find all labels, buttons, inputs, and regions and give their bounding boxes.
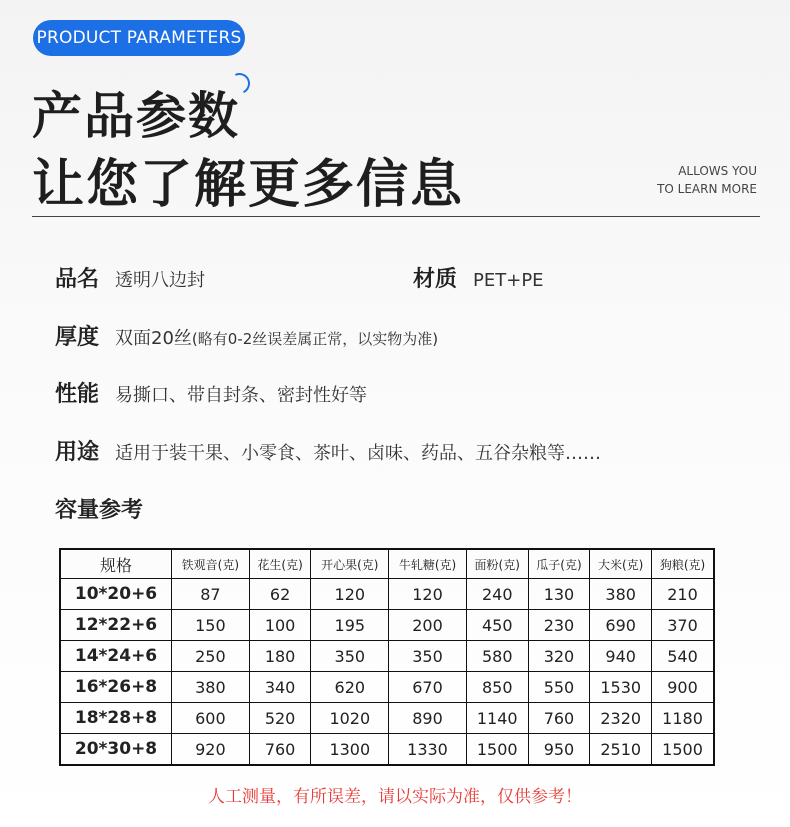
table-header-row	[60, 549, 714, 579]
table-row	[60, 579, 714, 610]
header-cell: 面粉(克)	[466, 549, 528, 579]
spec-thickness-label: 厚度	[55, 325, 100, 350]
spec-name-row	[55, 262, 205, 293]
table-cell: 950	[528, 734, 590, 766]
table-cell: 62	[249, 579, 311, 610]
table-cell: 200	[389, 610, 467, 641]
table-cell: 130	[528, 579, 590, 610]
table-cell: 580	[466, 641, 528, 672]
tagline-line-2: TO LEARN MORE	[657, 182, 757, 196]
header-cell: 瓜子(克)	[528, 549, 590, 579]
header-spec: 规格	[60, 549, 172, 579]
table-row	[60, 734, 714, 766]
header-cell: 花生(克)	[249, 549, 311, 579]
page-subtitle: 让您了解更多信息	[32, 155, 465, 215]
table-cell: 900	[652, 672, 714, 703]
table-cell: 380	[172, 672, 250, 703]
table-cell-spec: 10*20+6	[60, 579, 172, 610]
table-cell: 520	[249, 703, 311, 734]
table-cell: 100	[249, 610, 311, 641]
page-title: 产品参数	[32, 87, 240, 145]
table-cell: 1300	[311, 734, 389, 766]
spec-performance-label: 性能	[55, 382, 100, 407]
table-cell: 1500	[466, 734, 528, 766]
spec-usage-value: 适用于装干果、小零食、茶叶、卤味、药品、五谷杂粮等……	[115, 443, 602, 464]
header-cell: 开心果(克)	[311, 549, 389, 579]
table-cell: 87	[172, 579, 250, 610]
table-cell: 210	[652, 579, 714, 610]
table-cell: 150	[172, 610, 250, 641]
capacity-table	[59, 548, 715, 766]
table-cell: 2510	[590, 734, 652, 766]
table-row	[60, 672, 714, 703]
tagline-line-1: ALLOWS YOU	[678, 164, 757, 178]
table-cell: 320	[528, 641, 590, 672]
spec-material-value: PET+PE	[473, 270, 544, 291]
header-cell: 大米(克)	[590, 549, 652, 579]
table-cell-spec: 14*24+6	[60, 641, 172, 672]
capacity-title: 容量参考	[55, 498, 144, 523]
spec-thickness-value: 双面20丝	[115, 328, 192, 349]
table-cell: 1530	[590, 672, 652, 703]
table-cell: 920	[172, 734, 250, 766]
spec-name-label: 品名	[55, 267, 100, 292]
measurement-note: 人工测量，有所误差，请以实际为准，仅供参考！	[208, 787, 582, 807]
table-row	[60, 641, 714, 672]
table-cell: 1140	[466, 703, 528, 734]
table-cell: 195	[311, 610, 389, 641]
header-cell: 铁观音(克)	[172, 549, 250, 579]
table-cell: 240	[466, 579, 528, 610]
spec-material-label: 材质	[413, 267, 458, 292]
table-cell-spec: 18*28+8	[60, 703, 172, 734]
table-cell: 340	[249, 672, 311, 703]
spec-performance-value: 易撕口、带自封条、密封性好等	[115, 385, 368, 406]
table-cell: 620	[311, 672, 389, 703]
table-cell: 350	[389, 641, 467, 672]
table-cell-spec: 16*26+8	[60, 672, 172, 703]
table-cell: 250	[172, 641, 250, 672]
header-cell: 狗粮(克)	[652, 549, 714, 579]
table-row	[60, 610, 714, 641]
spec-usage-label: 用途	[55, 440, 100, 465]
table-cell: 120	[311, 579, 389, 610]
table-cell: 550	[528, 672, 590, 703]
table-row	[60, 703, 714, 734]
table-cell: 1180	[652, 703, 714, 734]
table-cell: 940	[590, 641, 652, 672]
spec-performance-row	[55, 377, 367, 408]
table-cell: 230	[528, 610, 590, 641]
table-cell: 350	[311, 641, 389, 672]
table-cell: 1330	[389, 734, 467, 766]
table-cell: 850	[466, 672, 528, 703]
spec-material-row	[413, 262, 544, 293]
table-cell: 450	[466, 610, 528, 641]
divider	[32, 216, 760, 217]
table-cell: 600	[172, 703, 250, 734]
table-cell: 890	[389, 703, 467, 734]
spec-name-value: 透明八边封	[115, 270, 206, 291]
table-cell: 670	[389, 672, 467, 703]
spec-thickness-row	[55, 320, 438, 351]
product-parameters-badge: PRODUCT PARAMETERS	[33, 20, 245, 56]
table-cell: 370	[652, 610, 714, 641]
table-cell: 1500	[652, 734, 714, 766]
spec-usage-row	[55, 435, 601, 466]
header-cell: 牛轧糖(克)	[389, 549, 467, 579]
table-cell: 180	[249, 641, 311, 672]
table-cell: 120	[389, 579, 467, 610]
table-cell: 1020	[311, 703, 389, 734]
table-cell: 760	[249, 734, 311, 766]
table-cell-spec: 20*30+8	[60, 734, 172, 766]
table-cell: 760	[528, 703, 590, 734]
table-cell: 540	[652, 641, 714, 672]
table-cell-spec: 12*22+6	[60, 610, 172, 641]
spec-thickness-note: (略有0-2丝误差属正常，以实物为准)	[191, 330, 439, 348]
table-cell: 690	[590, 610, 652, 641]
english-tagline	[657, 162, 757, 198]
table-cell: 380	[590, 579, 652, 610]
table-cell: 2320	[590, 703, 652, 734]
